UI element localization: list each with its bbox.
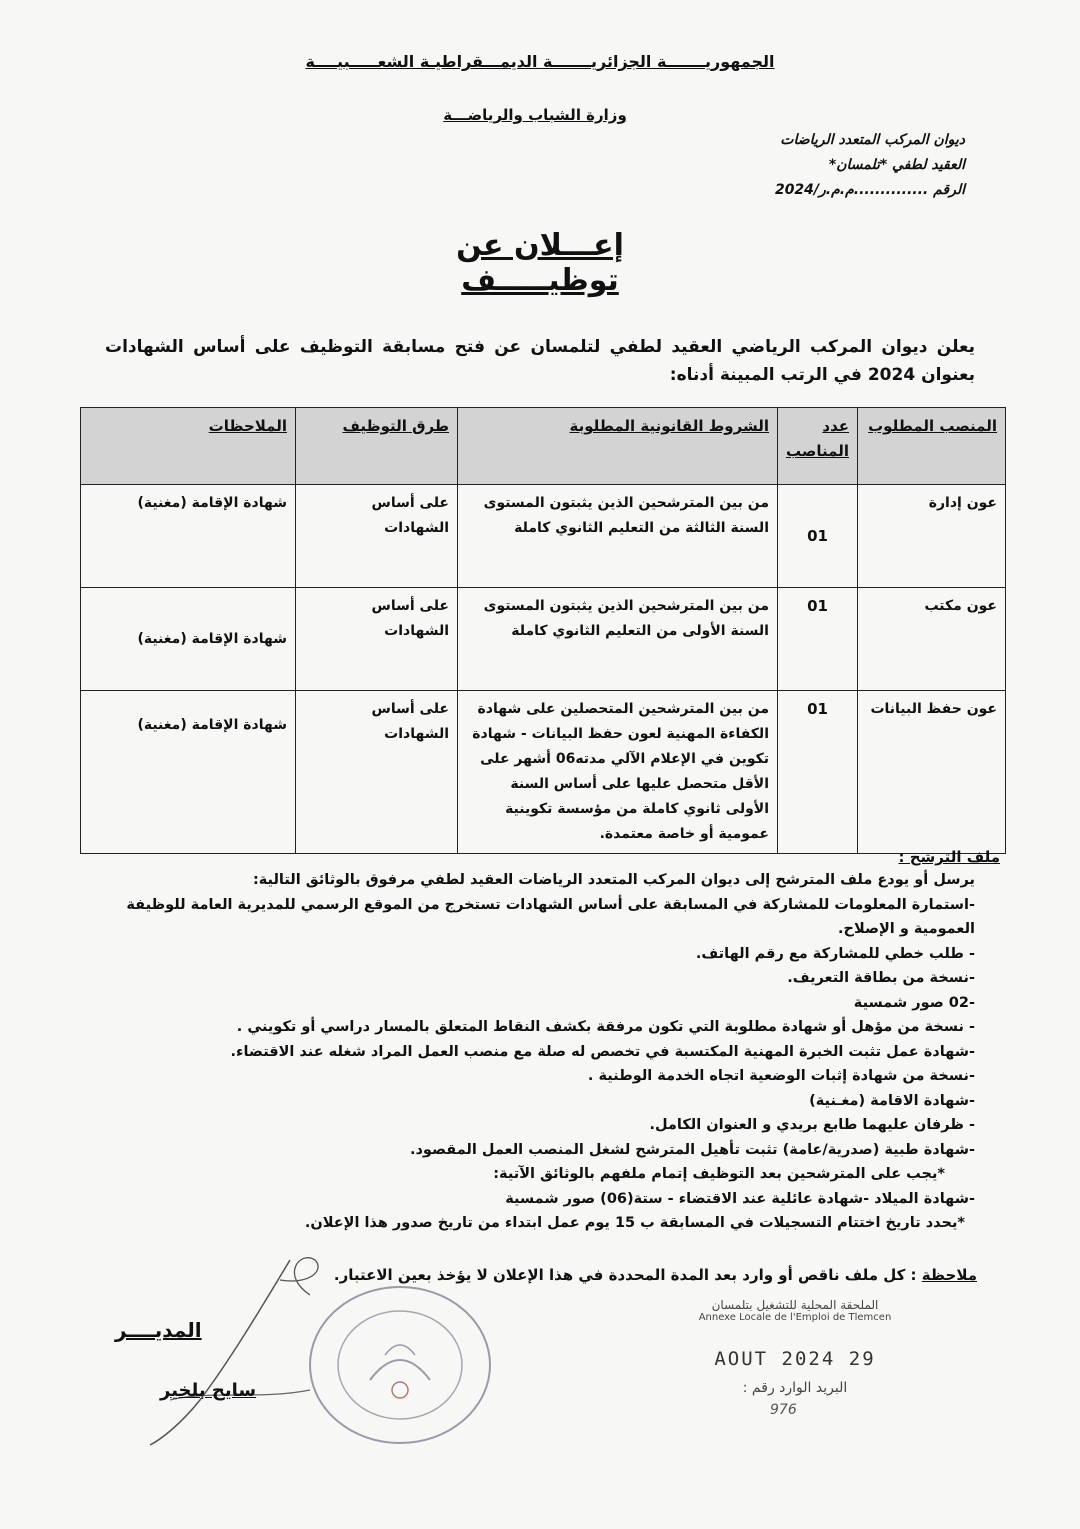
reception-stamp bbox=[690, 1298, 900, 1323]
list-item: يرسل أو يودع ملف المترشح إلى ديوان المركب المتعدد الرياضات العقيد لطفي مرفوق بالوثائق التالية: bbox=[252, 872, 975, 888]
office-line-2: العقيد لطفي *تلمسان* bbox=[828, 157, 965, 173]
note-label: ملاحظة bbox=[921, 1266, 977, 1284]
list-item: - نسخة من مؤهل أو شهادة مطلوبة التي تكون مرفقة بكشف النقاط المتعلق بالمسار دراسي أو تكويني . bbox=[236, 1019, 975, 1035]
header-conditions: الشروط القانونية المطلوبة bbox=[458, 408, 778, 485]
application-file-list bbox=[95, 868, 975, 1236]
reference-number: الرقم ..............م.م.ر/2024 bbox=[774, 182, 965, 198]
republic-header: الجمهوريـــــــة الجزائريـــــــة الديمـــقراطيـة الشعـــــبيــــة bbox=[305, 52, 775, 71]
cell-position: عون إدارة bbox=[858, 485, 1006, 588]
list-item: - طلب خطي للمشاركة مع رقم الهاتف. bbox=[695, 945, 975, 962]
list-item: *يجب على المترشحين بعد التوظيف إتمام ملفهم بالوثائق الآتية: bbox=[493, 1166, 945, 1182]
list-item: *يحدد تاريخ اختتام التسجيلات في المسابقة ب 15 يوم عمل ابتداء من تاريخ صدور هذا الإعلان. bbox=[304, 1215, 965, 1231]
ministry-header: وزارة الشباب والرياضـــة bbox=[443, 106, 627, 124]
cell-conditions: من بين المترشحين الذين يثبتون المستوى السنة الثالثة من التعليم الثانوي كاملة bbox=[458, 485, 778, 588]
director-title: المديــــر bbox=[115, 1318, 202, 1342]
cell-method: على أساس الشهادات bbox=[296, 691, 458, 854]
application-file-title: ملف الترشح : bbox=[898, 848, 1000, 866]
table-row bbox=[81, 485, 1006, 588]
list-item: -استمارة المعلومات للمشاركة في المسابقة على أساس الشهادات تستخرج من الموقع الرسمي للمديرية العامة للوظيفة bbox=[126, 896, 975, 913]
list-item: -شهادة طبية (صدرية/عامة) تثبت تأهيل المترشح لشغل المنصب العمل المقصود. bbox=[409, 1141, 975, 1158]
list-item: - ظرفان عليهما طابع بريدي و العنوان الكامل. bbox=[649, 1117, 975, 1133]
stamp-date: 29 AOUT 2024 bbox=[714, 1348, 876, 1370]
signature-icon bbox=[110, 1250, 370, 1460]
office-header-block bbox=[665, 128, 965, 203]
stamp-ref-number: 976 bbox=[770, 1402, 797, 1418]
note-text: : كل ملف ناقص أو وارد بعد المدة المحددة في هذا الإعلان لا يؤخذ بعين الاعتبار. bbox=[333, 1266, 917, 1284]
list-item: -نسخة من بطاقة التعريف. bbox=[787, 970, 975, 986]
cell-count: 01 bbox=[778, 691, 858, 854]
stamp-line-1: الملحقة المحلية للتشغيل بتلمسان bbox=[711, 1298, 879, 1312]
stamp-ref-label: البريد الوارد رقم : bbox=[742, 1380, 848, 1396]
office-line-1: ديوان المركب المتعدد الرياضات bbox=[780, 132, 965, 148]
list-item: -02 صور شمسية bbox=[853, 994, 975, 1011]
cell-conditions: من بين المترشحين المتحصلين على شهادة الكفاءة المهنية لعون حفظ البيانات - شهادة تكوين في الإعلام الآلي مدته06 أشهر على الأقل متحصل عليها على أساس السنة الأولى ثانوي كاملة من مؤسسة تكوينية عمومية أو خاصة معتمدة. bbox=[458, 691, 778, 854]
table-header-row bbox=[81, 408, 1006, 485]
list-item: العمومية و الإصلاح. bbox=[838, 921, 975, 937]
list-item: -نسخة من شهادة إثبات الوضعية اتجاه الخدمة الوطنية . bbox=[587, 1068, 975, 1084]
header-position: المنصب المطلوب bbox=[858, 408, 1006, 485]
director-name: سايح بلخير bbox=[160, 1380, 257, 1401]
list-item: -شهادة الميلاد -شهادة عائلية عند الاقتضاء - ستة(06) صور شمسية bbox=[505, 1190, 975, 1207]
cell-notes: شهادة الإقامة (مغنية) bbox=[81, 691, 296, 854]
header-notes: الملاحظات bbox=[81, 408, 296, 485]
table-row bbox=[81, 691, 1006, 854]
table-row bbox=[81, 588, 1006, 691]
cell-position: عون مكتب bbox=[858, 588, 1006, 691]
positions-table bbox=[80, 407, 1006, 854]
list-item: -شهادة عمل تثبت الخبرة المهنية المكتسبة في تخصص له صلة مع منصب العمل المراد شغله عند الاقتضاء. bbox=[230, 1043, 975, 1060]
cell-method: على أساس الشهادات bbox=[296, 485, 458, 588]
intro-paragraph: يعلن ديوان المركب الرياضي العقيد لطفي لتلمسان عن فتح مسابقة التوظيف على أساس الشهادات بعنوان 2024 في الرتب المبينة أدناه: bbox=[105, 337, 975, 385]
cell-count: 01 bbox=[778, 485, 858, 588]
page-title: إعـــلان عن توظيـــــف bbox=[456, 228, 624, 298]
header-method: طرق التوظيف bbox=[296, 408, 458, 485]
header-count: عدد المناصب bbox=[778, 408, 858, 485]
cell-notes: شهادة الإقامة (مغنية) bbox=[81, 588, 296, 691]
list-item: -شهادة الاقامة (مغـنية) bbox=[809, 1092, 975, 1109]
cell-method: على أساس الشهادات bbox=[296, 588, 458, 691]
cell-count: 01 bbox=[778, 588, 858, 691]
cell-conditions: من بين المترشحين الذين يثبتون المستوى السنة الأولى من التعليم الثانوي كاملة bbox=[458, 588, 778, 691]
cell-position: عون حفظ البيانات bbox=[858, 691, 1006, 854]
stamp-line-2: Annexe Locale de l'Emploi de Tlemcen bbox=[698, 1312, 892, 1323]
cell-notes: شهادة الإقامة (مغنية) bbox=[81, 485, 296, 588]
